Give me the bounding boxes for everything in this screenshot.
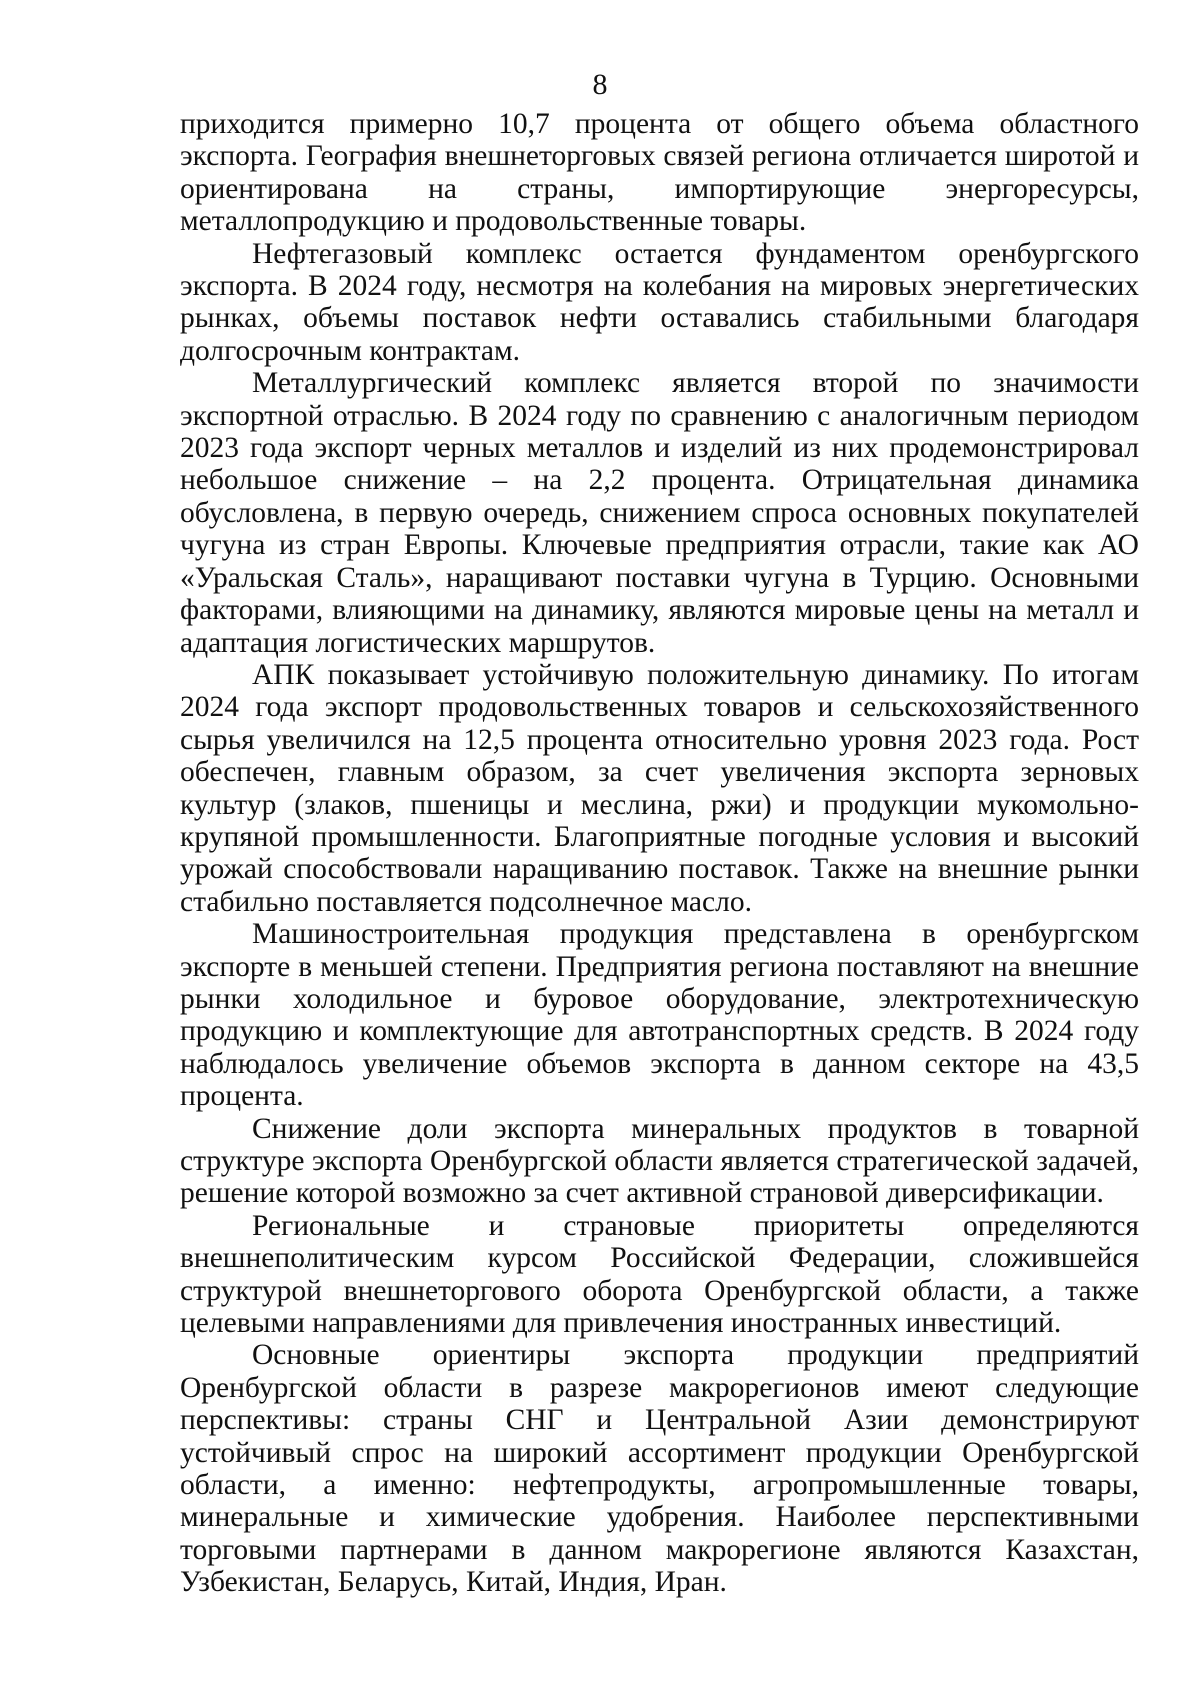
paragraph-mineral-share: Снижение доли экспорта минеральных продуктов в товарной структуре экспорта Оренбургской области является стратегической задачей, решение которой возможно за счет активной страновой диверсификации. xyxy=(180,1112,1139,1210)
paragraph-continuation: приходится примерно 10,7 процента от общего объема областного экспорта. География внешнеторговых связей региона отличается широтой и ориентирована на страны, импортирующие энергоресурсы, металлопродукцию и продовольственные товары. xyxy=(180,108,1139,238)
paragraph-macroregions: Основные ориентиры экспорта продукции предприятий Оренбургской области в разрезе макрорегионов имеют следующие перспективы: страны СНГ и Центральной Азии демонстрируют устойчивый спрос на широкий ассортимент продукции Оренбургской области, а именно: нефтепродукты, агропромышленные товары, минеральные и химические удобрения. Наиболее перспективными торговыми партнерами в данном макрорегионе являются Казахстан, Узбекистан, Беларусь, Китай, Индия, Иран. xyxy=(180,1339,1139,1599)
paragraph-machinery: Машиностроительная продукция представлена в оренбургском экспорте в меньшей степени. Предприятия региона поставляют на внешние рынки холодильное и буровое оборудование, электротехническую продукцию и комплектующие для автотранспортных средств. В 2024 году наблюдалось увеличение объемов экспорта в данном секторе на 43,5 процента. xyxy=(180,918,1139,1113)
paragraph-oil-gas: Нефтегазовый комплекс остается фундаментом оренбургского экспорта. В 2024 году, несмотря на колебания на мировых энергетических рынках, объемы поставок нефти оставались стабильными благодаря долгосрочным контрактам. xyxy=(180,237,1139,367)
paragraph-priorities: Региональные и страновые приоритеты определяются внешнеполитическим курсом Российской Федерации, сложившейся структурой внешнеторгового оборота Оренбургской области, а также целевыми направлениями для привлечения иностранных инвестиций. xyxy=(180,1209,1139,1340)
paragraph-metallurgy: Металлургический комплекс является второй по значимости экспортной отраслью. В 2024 году по сравнению с аналогичным периодом 2023 года экспорт черных металлов и изделий из них продемонстрировал небольшое снижение – на 2,2 процента. Отрицательная динамика обусловлена, в первую очередь, снижением спроса основных покупателей чугуна из стран Европы. Ключевые предприятия отрасли, такие как АО «Уральская Сталь», наращивают поставки чугуна в Турцию. Основными факторами, влияющими на динамику, являются мировые цены на металл и адаптация логистических маршрутов. xyxy=(180,367,1139,659)
document-body xyxy=(180,108,1139,1599)
paragraph-agro: АПК показывает устойчивую положительную динамику. По итогам 2024 года экспорт продовольственных товаров и сельскохозяйственного сырья увеличился на 12,5 процента относительно уровня 2023 года. Рост обеспечен, главным образом, за счет увеличения экспорта зерновых культур (злаков, пшеницы и меслина, ржи) и продукции мукомольно-крупяной промышленности. Благоприятные погодные условия и высокий урожай способствовали наращиванию поставок. Также на внешние рынки стабильно поставляется подсолнечное масло. xyxy=(180,658,1139,918)
page-number: 8 xyxy=(592,68,608,101)
